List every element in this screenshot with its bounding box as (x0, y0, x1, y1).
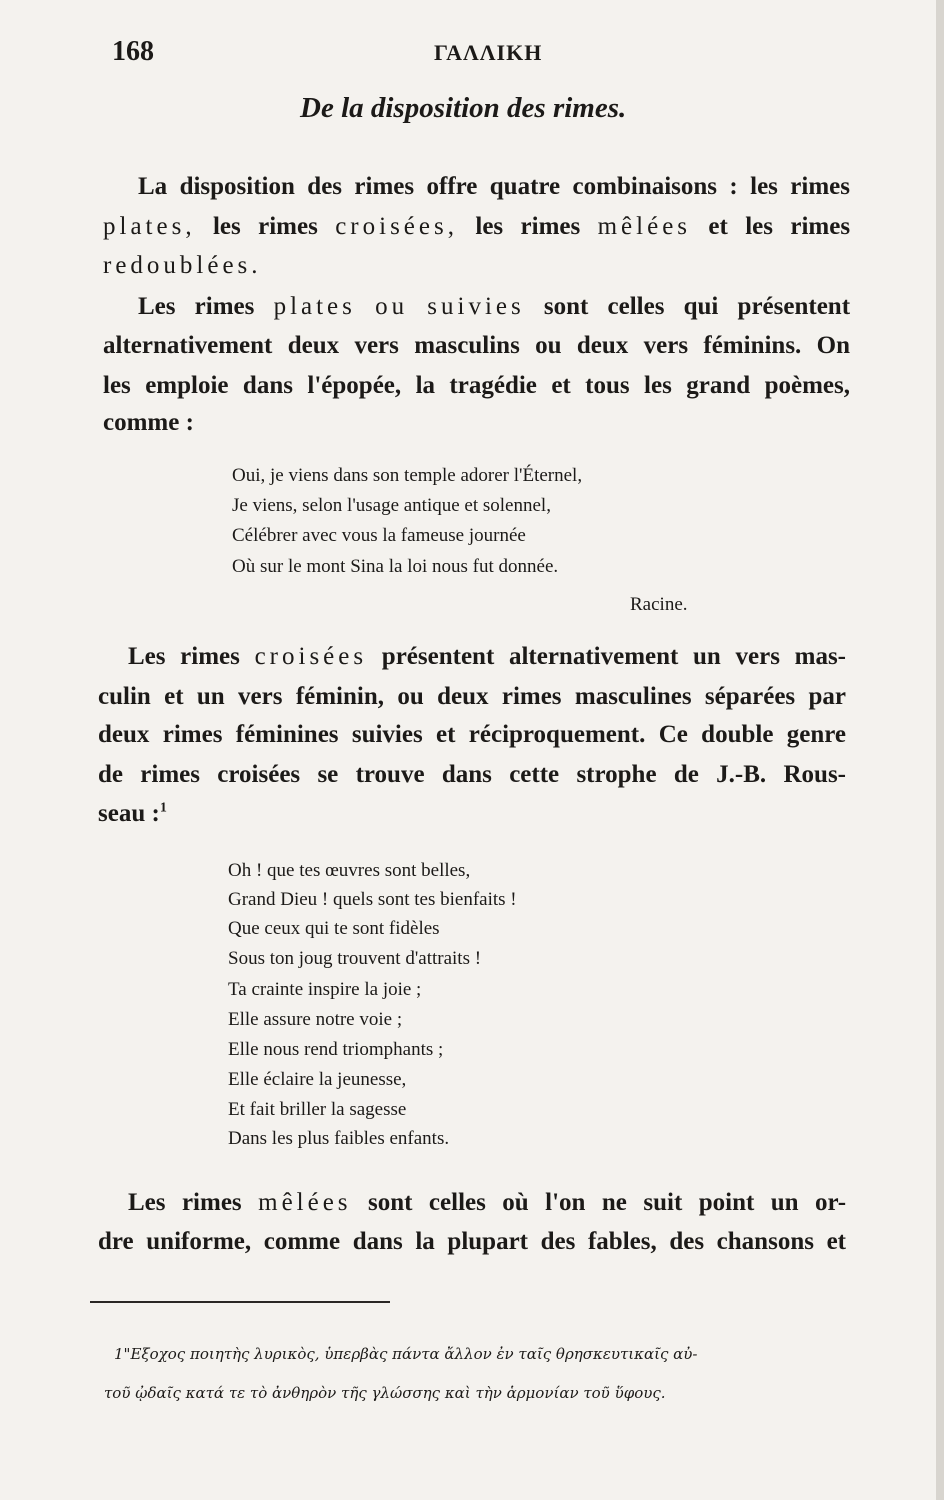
verse2-line: Et fait briller la sagesse (228, 1099, 407, 1120)
para3-line3: deux rimes féminines suivies et réciproquement. Ce double genre (98, 721, 846, 748)
term-suivies: suivies (427, 293, 525, 320)
para1-line2: plates, les rimes croisées, les rimes mêlées et les rimes (103, 213, 851, 240)
page-edge (936, 0, 944, 1500)
footnote-ref: 1 (159, 800, 167, 816)
term-redoublees: redoublées. (103, 252, 262, 279)
para3-line2: culin et un vers féminin, ou deux rimes masculines séparées par (98, 683, 846, 710)
verse1-line: Où sur le mont Sina la loi nous fut donnée. (232, 556, 559, 577)
verse2-line: Sous ton joug trouvent d'attraits ! (228, 948, 482, 969)
verse2-line: Que ceux qui te sont fidèles (228, 918, 440, 939)
verse2-line: Ta crainte inspire la joie ; (228, 979, 422, 1000)
para2-line2: alternativement deux vers masculins ou deux vers féminins. On (103, 332, 850, 359)
para2-line3: les emploie dans l'épopée, la tragédie et tous les grand poèmes, (103, 372, 850, 399)
term-croisees: croisées, (335, 213, 458, 240)
para2-line4: comme : (103, 409, 194, 436)
para1-line1: La disposition des rimes offre quatre combinaisons : les rimes (138, 173, 850, 200)
verse1-line: Célébrer avec vous la fameuse journée (232, 525, 526, 546)
verse2-line: Elle assure notre voie ; (228, 1009, 403, 1030)
term-melees: mêlées (597, 213, 692, 240)
page-number: 168 (112, 36, 154, 67)
para4-line1: Les rimes mêlées sont celles où l'on ne suit point un or- (128, 1189, 847, 1216)
verse1-line: Je viens, selon l'usage antique et solennel, (232, 495, 551, 516)
footnote-rule (90, 1301, 390, 1303)
para2-line1: Les rimes plates ou suivies sont celles qui présentent (138, 293, 851, 320)
para4-line2: dre uniforme, comme dans la plupart des fables, des chansons et (98, 1228, 846, 1255)
verse2-line: Oh ! que tes œuvres sont belles, (228, 860, 471, 881)
para3-line4: de rimes croisées se trouve dans cette strophe de J.-B. Rous- (98, 761, 846, 788)
para3-line1: Les rimes croisées présentent alternativement un vers mas- (128, 643, 847, 670)
term-plates-2: plates (273, 293, 356, 320)
term-melees-2: mêlées (258, 1189, 352, 1216)
footnote-line2: τοῦ ᾠδαῖς κατά τε τὸ ἀνθηρὸν τῆς γλώσσης καὶ τὴν ἁρμονίαν τοῦ ὕφους. (104, 1384, 666, 1402)
footnote-line1: 1"Εξοχος ποιητὴς λυρικὸς, ὑπερβὰς πάντα ἄλλον ἐν ταῖς θρησκευτικαῖς αὐ- (114, 1345, 698, 1363)
section-title: De la disposition des rimes. (300, 92, 627, 124)
verse1-line: Oui, je viens dans son temple adorer l'Éternel, (232, 465, 583, 486)
verse1-author: Racine. (630, 594, 688, 615)
para3-line5: seau :$^1$ (98, 800, 167, 827)
running-head: ΓΑΛΛΙΚΗ (434, 40, 543, 65)
term-croisees-2: croisées (254, 643, 368, 670)
verse2-line: Elle nous rend triomphants ; (228, 1039, 444, 1060)
verse2-line: Elle éclaire la jeunesse, (228, 1069, 407, 1090)
verse2-line: Dans les plus faibles enfants. (228, 1128, 450, 1149)
para1-line3 (103, 252, 262, 280)
verse2-line: Grand Dieu ! quels sont tes bienfaits ! (228, 889, 517, 910)
term-plates: plates, (103, 213, 196, 240)
